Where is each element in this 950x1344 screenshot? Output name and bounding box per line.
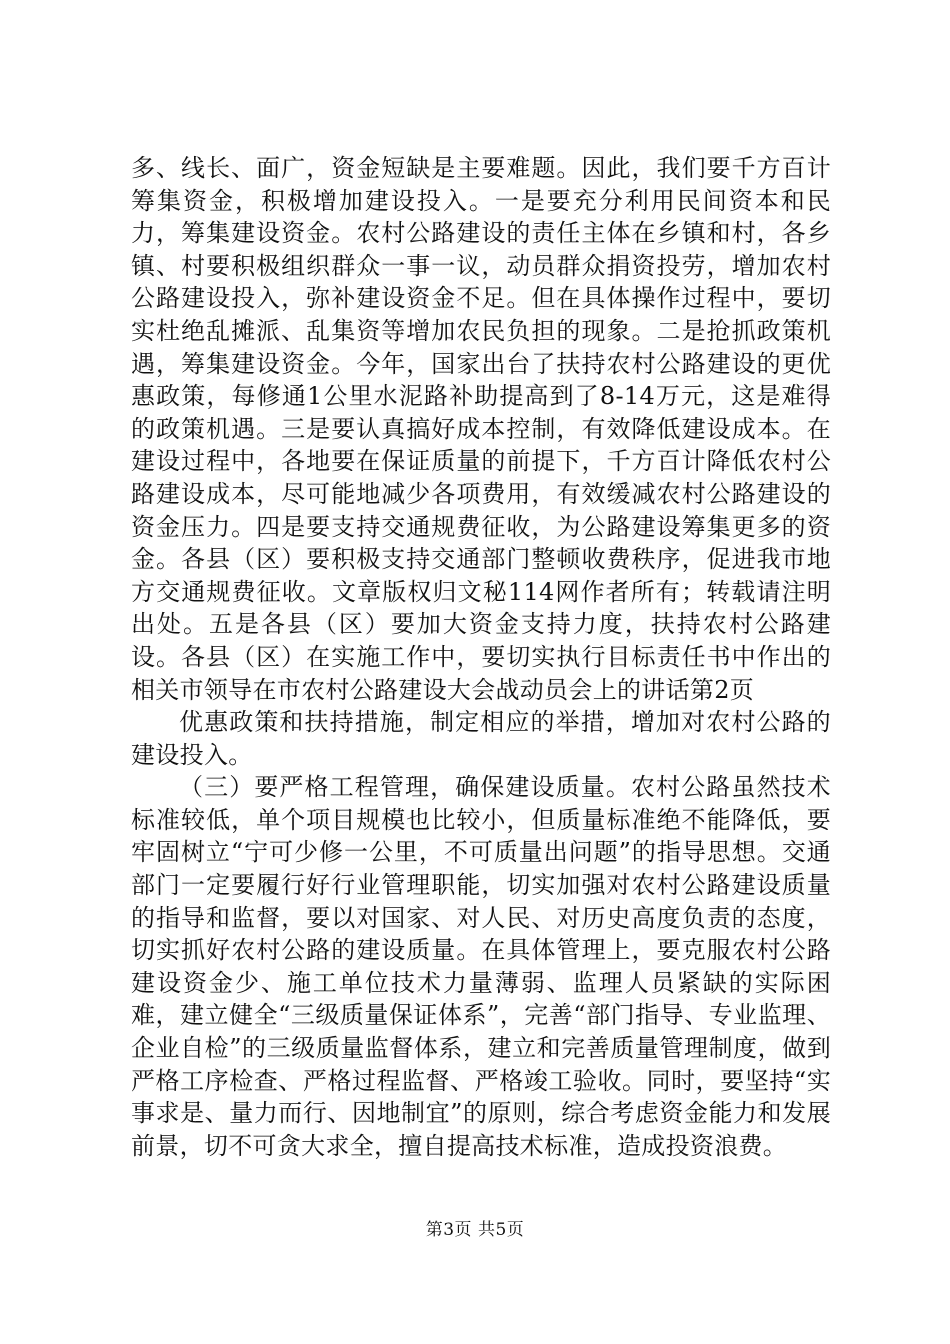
paragraph-quality-management: （三）要严格工程管理，确保建设质量。农村公路虽然技术标准较低，单个项目规模也比较小，但质量标准绝不能降低，要牢固树立“宁可少修一公里，不可质量出问题”的指导思想。交通部门一定要履行好行业管理职能，切实加强对农村公路建设质量的指导和监督，要以对国家、对人民、对历史高度负责的态度，切实抓好农村公路的建设质量。在具体管理上，要克服农村公路建设资金少、施工单位技术力量薄弱、监理人员紧缺的实际困难，建立健全“三级质量保证体系”，完善“部门指导、专业监理、企业自检”的三级质量监督体系，建立和完善质量管理制度，做到严格工序检查、严格过程监督、严格竣工验收。同时，要坚持“实事求是、量力而行、因地制宜”的原则，综合考虑资金能力和发展前景，切不可贪大求全，擅自提高技术标准，造成投资浪费。 — [131, 773, 831, 1160]
paragraph-preferential-policy: 优惠政策和扶持措施，制定相应的举措，增加对农村公路的建设投入。 — [131, 708, 831, 769]
page-footer: 第3页 共5页 — [425, 1220, 525, 1240]
paragraph-funding-continued: 多、线长、面广，资金短缺是主要难题。因此，我们要千方百计筹集资金，积极增加建设投入。一是要充分利用民间资本和民力，筹集建设资金。农村公路建设的责任主体在乡镇和村，各乡镇、村要积极组织群众一事一议，动员群众捐资投劳，增加农村公路建设投入，弥补建设资金不足。但在具体操作过程中，要切实杜绝乱摊派、乱集资等增加农民负担的现象。二是抢抓政策机遇，筹集建设资金。今年，国家出台了扶持农村公路建设的更优惠政策，每修通1公里水泥路补助提高到了8-14万元，这是难得的政策机遇。三是要认真搞好成本控制，有效降低建设成本。在建设过程中，各地要在保证质量的前提下，千方百计降低农村公路建设成本，尽可能地减少各项费用，有效缓减农村公路建设的资金压力。四是要支持交通规费征收，为公路建设筹集更多的资金。各县（区）要积极支持交通部门整顿收费秩序，促进我市地方交通规费征收。文章版权归文秘114网作者所有；转载请注明出处。五是各县（区）要加大资金支持力度，扶持农村公路建设。各县（区）在实施工作中，要切实执行目标责任书中作出的相关市领导在市农村公路建设大会战动员会上的讲话第2页 — [131, 154, 831, 704]
document-body — [131, 152, 831, 1162]
